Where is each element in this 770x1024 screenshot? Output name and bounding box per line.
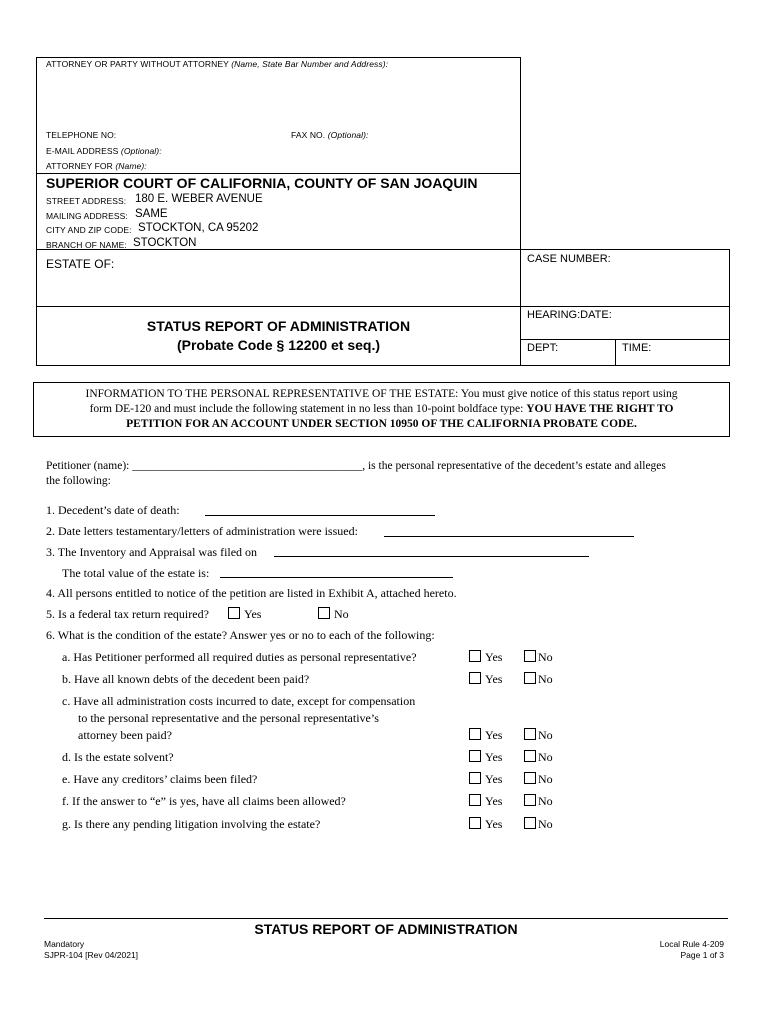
q6c-yes-checkbox[interactable] xyxy=(469,728,481,740)
mailing-address-label: MAILING ADDRESS: xyxy=(46,211,128,221)
q6a-no-label: No xyxy=(538,650,553,664)
q6d-yes-checkbox[interactable] xyxy=(469,750,481,762)
notice-line-2: form DE-120 and must include the following statement in no less than 10-point boldface type: YOU HAVE THE RIGHT TO xyxy=(89,403,674,415)
q6c-yes-label: Yes xyxy=(485,728,503,742)
q5-yes-label: Yes xyxy=(244,607,262,621)
notice-line-1: INFORMATION TO THE PERSONAL REPRESENTATIVE OF THE ESTATE: You must give notice of this status report using xyxy=(85,388,678,400)
estate-label: ESTATE OF: xyxy=(46,257,115,271)
q6b-no-label: No xyxy=(538,672,553,686)
q6d-no-checkbox[interactable] xyxy=(524,750,536,762)
q6g-yes-label: Yes xyxy=(485,817,503,831)
item-4-label: 4. All persons entitled to notice of the petition are listed in Exhibit A, attached hereto. xyxy=(46,586,457,600)
dept-time-divider xyxy=(615,339,616,366)
city-zip-value: STOCKTON, CA 95202 xyxy=(138,222,259,234)
street-address-value: 180 E. WEBER AVENUE xyxy=(135,193,263,205)
city-zip-label: CITY AND ZIP CODE: xyxy=(46,225,132,235)
item-5-label: 5. Is a federal tax return required? xyxy=(46,607,209,621)
q6g-no-label: No xyxy=(538,817,553,831)
mailing-address-value: SAME xyxy=(135,208,168,220)
q5-yes-checkbox[interactable] xyxy=(228,607,240,619)
attorney-header-label: ATTORNEY OR PARTY WITHOUT ATTORNEY (Name, State Bar Number and Address): xyxy=(46,59,389,69)
notice-line-3: PETITION FOR AN ACCOUNT UNDER SECTION 10950 OF THE CALIFORNIA PROBATE CODE. xyxy=(126,418,637,430)
q6c-label-line-2: to the personal representative and the personal representative’s xyxy=(78,711,379,725)
footer-local-rule: Local Rule 4-209 xyxy=(659,939,724,949)
form-subtitle: (Probate Code § 12200 et seq.) xyxy=(176,337,381,353)
estate-total-value-field[interactable] xyxy=(220,577,453,578)
hearing-divider xyxy=(520,339,730,340)
q6g-label: g. Is there any pending litigation involving the estate? xyxy=(62,817,321,831)
q6g-no-checkbox[interactable] xyxy=(524,817,536,829)
q6a-yes-checkbox[interactable] xyxy=(469,650,481,662)
petitioner-name-field[interactable] xyxy=(140,458,390,472)
footer-mandatory: Mandatory xyxy=(44,939,85,949)
dept-label: DEPT: xyxy=(527,342,559,354)
form-title: STATUS REPORT OF ADMINISTRATION xyxy=(146,318,411,334)
q6e-no-label: No xyxy=(538,772,553,786)
inventory-filed-date-field[interactable] xyxy=(274,556,589,557)
q6c-label-line-3: attorney been paid? xyxy=(78,728,172,742)
telephone-field[interactable] xyxy=(120,128,280,141)
court-title: SUPERIOR COURT OF CALIFORNIA, COUNTY OF SAN JOAQUIN xyxy=(46,175,478,191)
item-1-label: 1. Decedent’s date of death: xyxy=(46,503,180,517)
q6a-label: a. Has Petitioner performed all required duties as personal representative? xyxy=(62,650,417,664)
q6a-no-checkbox[interactable] xyxy=(524,650,536,662)
case-number-label: CASE NUMBER: xyxy=(527,253,611,265)
footer-page-number: Page 1 of 3 xyxy=(680,950,724,960)
q6e-no-checkbox[interactable] xyxy=(524,772,536,784)
email-label: E-MAIL ADDRESS (Optional): xyxy=(46,146,162,156)
item-3-total-label: The total value of the estate is: xyxy=(62,566,210,580)
q6f-no-label: No xyxy=(538,794,553,808)
footer-rule xyxy=(44,918,728,919)
branch-value: STOCKTON xyxy=(133,237,197,249)
fax-label: FAX NO. (Optional): xyxy=(291,130,369,140)
attorney-for-label: ATTORNEY FOR (Name): xyxy=(46,161,147,171)
petitioner-line: Petitioner (name): ________________________________________, is the personal representative of the decedent’s estate and alleges xyxy=(46,460,666,472)
q6f-yes-checkbox[interactable] xyxy=(469,794,481,806)
q6c-no-label: No xyxy=(538,728,553,742)
q6c-no-checkbox[interactable] xyxy=(524,728,536,740)
letters-issued-date-field[interactable] xyxy=(384,536,634,537)
q6c-label-line-1: c. Have all administration costs incurred to date, except for compensation xyxy=(62,694,416,708)
footer-title: STATUS REPORT OF ADMINISTRATION xyxy=(254,921,518,937)
item-3-label: 3. The Inventory and Appraisal was filed on xyxy=(46,545,258,559)
item-2-label: 2. Date letters testamentary/letters of administration were issued: xyxy=(46,524,358,538)
q6b-yes-label: Yes xyxy=(485,672,503,686)
hearing-date-label: HEARING:DATE: xyxy=(527,309,612,321)
branch-label: BRANCH OF NAME: xyxy=(46,240,127,250)
title-box xyxy=(36,306,521,366)
time-label: TIME: xyxy=(622,342,652,354)
case-number-field[interactable] xyxy=(526,270,724,302)
petitioner-line-2: the following: xyxy=(46,475,111,487)
q6a-yes-label: Yes xyxy=(485,650,503,664)
q5-no-label: No xyxy=(334,607,349,621)
q6d-label: d. Is the estate solvent? xyxy=(62,750,174,764)
q6b-label: b. Have all known debts of the decedent been paid? xyxy=(62,672,310,686)
telephone-label: TELEPHONE NO: xyxy=(46,130,117,140)
q6d-yes-label: Yes xyxy=(485,750,503,764)
street-address-label: STREET ADDRESS: xyxy=(46,196,127,206)
q6f-no-checkbox[interactable] xyxy=(524,794,536,806)
q6e-yes-label: Yes xyxy=(485,772,503,786)
q6e-yes-checkbox[interactable] xyxy=(469,772,481,784)
q5-no-checkbox[interactable] xyxy=(318,607,330,619)
q6e-label: e. Have any creditors’ claims been filed? xyxy=(62,772,258,786)
date-of-death-field[interactable] xyxy=(205,515,435,516)
q6f-label: f. If the answer to “e” is yes, have all claims been allowed? xyxy=(62,794,346,808)
q6d-no-label: No xyxy=(538,750,553,764)
estate-name-field[interactable] xyxy=(120,254,515,302)
attorney-name-address-field[interactable] xyxy=(46,72,516,124)
q6b-no-checkbox[interactable] xyxy=(524,672,536,684)
item-6-label: 6. What is the condition of the estate? Answer yes or no to each of the following: xyxy=(46,628,435,642)
footer-form-number: SJPR-104 [Rev 04/2021] xyxy=(44,950,139,960)
q6f-yes-label: Yes xyxy=(485,794,503,808)
q6g-yes-checkbox[interactable] xyxy=(469,817,481,829)
q6b-yes-checkbox[interactable] xyxy=(469,672,481,684)
